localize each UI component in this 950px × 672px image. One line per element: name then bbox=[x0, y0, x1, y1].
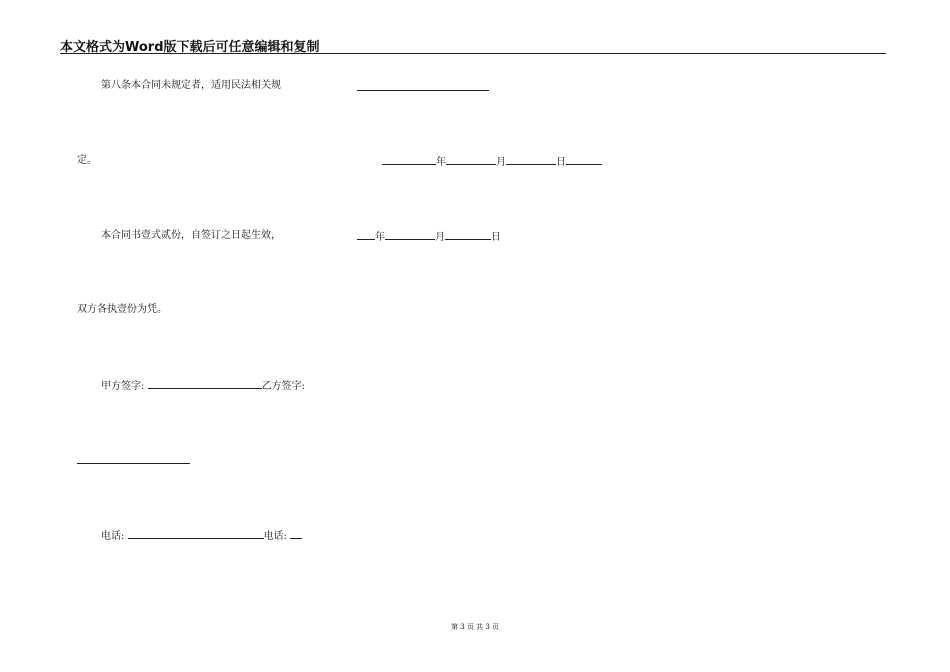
copies-line-1: 本合同书壹式贰份，自签订之日起生效， bbox=[101, 230, 281, 241]
year-blank bbox=[382, 155, 436, 165]
copies-line-2: 双方各执壹份为凭。 bbox=[77, 304, 167, 315]
page-number: 第 3 页 共 3 页 bbox=[450, 623, 500, 631]
phone-a-blank bbox=[128, 529, 264, 539]
article-8-line-2: 定。 bbox=[77, 155, 97, 166]
month-blank bbox=[446, 155, 496, 165]
year-blank bbox=[357, 230, 375, 240]
date-line-2 bbox=[357, 230, 501, 244]
month-label: 月 bbox=[496, 157, 506, 168]
page-header bbox=[60, 36, 886, 54]
phone-label-a: 电话: bbox=[101, 531, 125, 542]
day-blank bbox=[445, 230, 491, 240]
day-blank bbox=[506, 155, 556, 165]
month-blank bbox=[385, 230, 435, 240]
year-label: 年 bbox=[375, 232, 385, 243]
date-line-1 bbox=[382, 155, 602, 169]
party-a-sign-label: 甲方签字: bbox=[101, 381, 145, 392]
header-title: 本文格式为Word版下载后可任意编辑和复制 bbox=[60, 40, 320, 55]
year-label: 年 bbox=[436, 157, 446, 168]
party-b-sign-label: 乙方签字: bbox=[261, 381, 305, 392]
phone-b-blank bbox=[290, 529, 302, 539]
signature-line bbox=[101, 379, 305, 393]
blank-line bbox=[357, 90, 489, 91]
article-8-line-1: 第八条本合同未规定者，适用民法相关规 bbox=[101, 80, 281, 91]
phone-label-b: 电话: bbox=[263, 531, 287, 542]
phone-line bbox=[101, 529, 302, 543]
trailing-blank bbox=[566, 155, 602, 165]
day-label: 日 bbox=[491, 232, 501, 243]
day-label: 日 bbox=[556, 157, 566, 168]
party-a-sign-blank bbox=[148, 379, 262, 389]
month-label: 月 bbox=[435, 232, 445, 243]
party-b-sign-blank bbox=[77, 463, 190, 464]
